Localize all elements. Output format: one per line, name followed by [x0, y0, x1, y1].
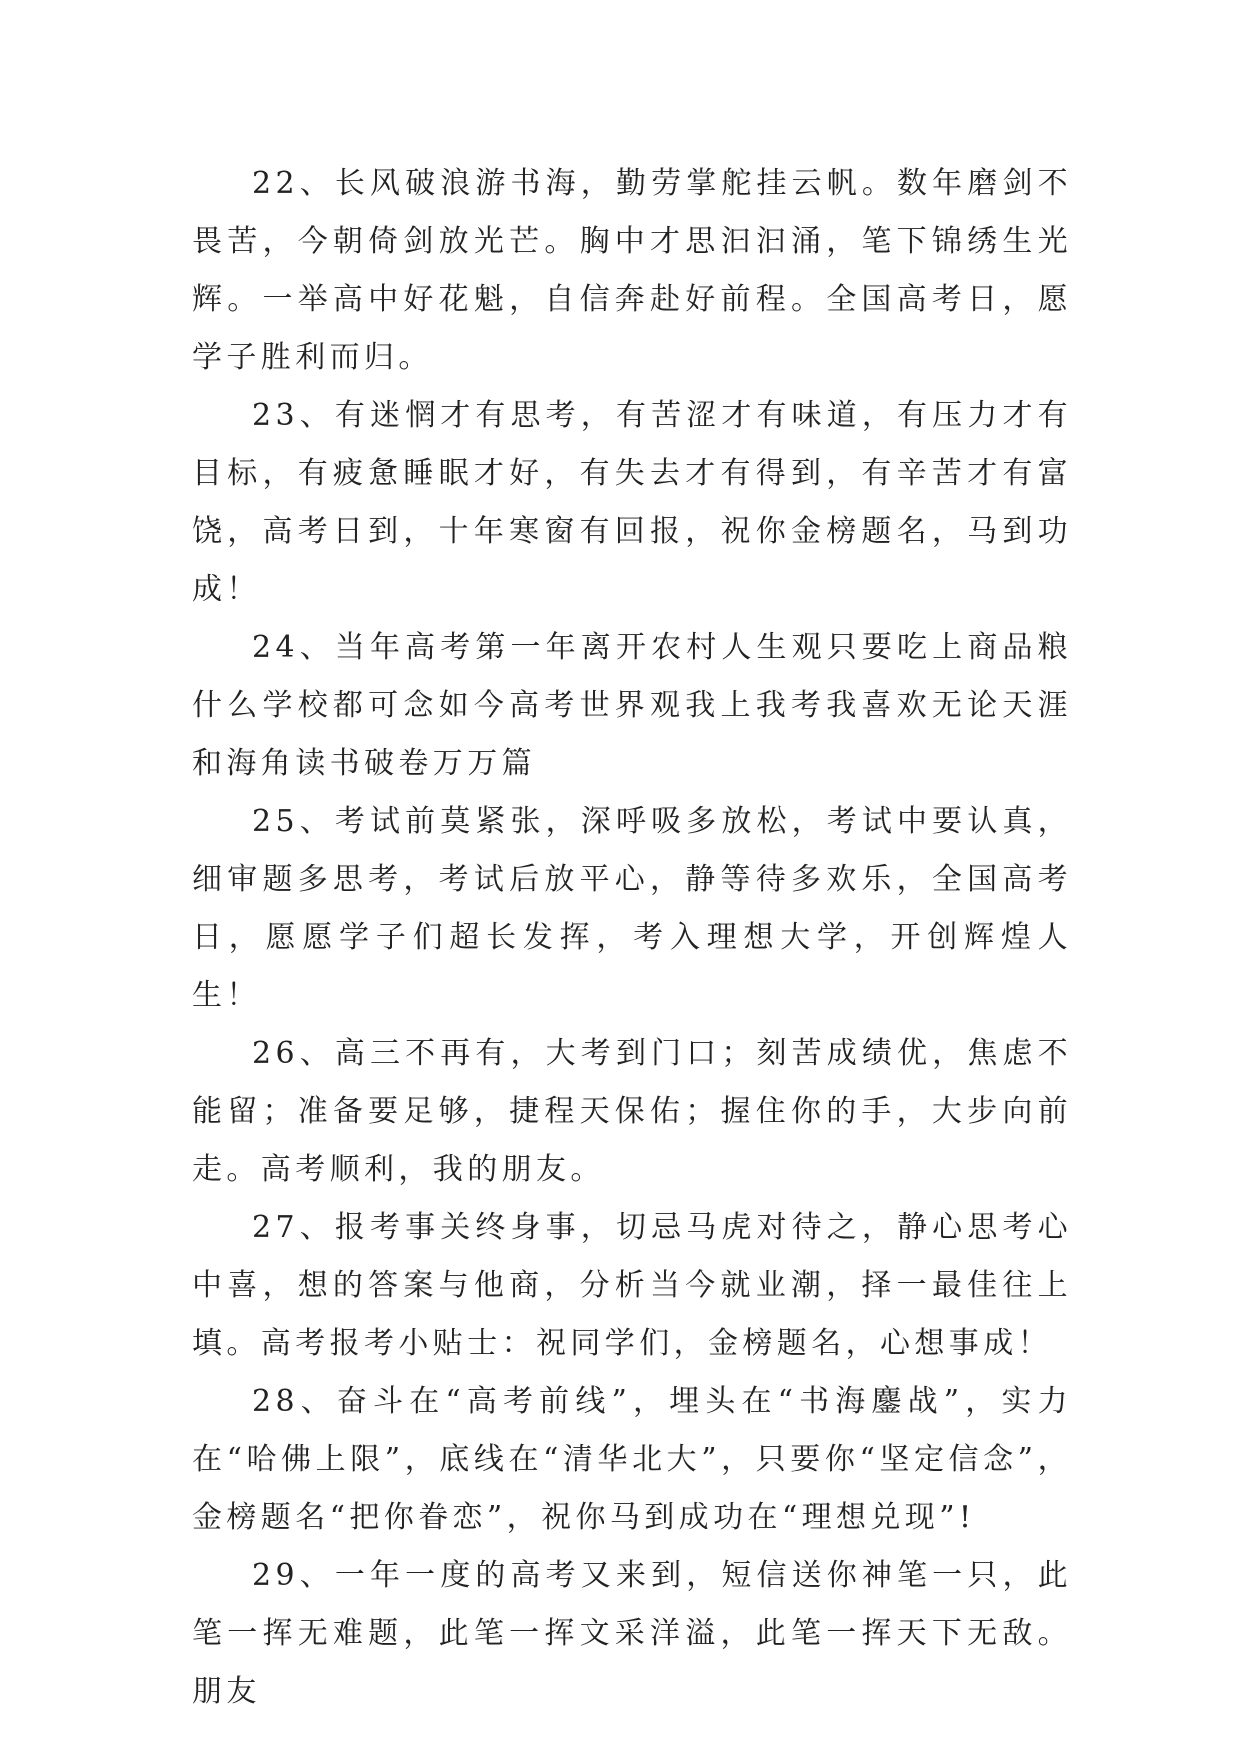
- paragraph-23: 23、有迷惘才有思考，有苦涩才有味道，有压力才有目标，有疲惫睡眠才好，有失去才有得到，有辛苦才有富饶，高考日到，十年寒窗有回报，祝你金榜题名，马到功成！: [192, 398, 1072, 607]
- paragraph-25: 25、考试前莫紧张，深呼吸多放松，考试中要认真，细审题多思考，考试后放平心，静等待多欢乐，全国高考日，愿愿学子们超长发挥，考入理想大学，开创辉煌人生！: [192, 804, 1072, 1013]
- paragraph-28: 28、奋斗在“高考前线”，埋头在“书海鏖战”，实力在“哈佛上限”，底线在“清华北大”，只要你“坚定信念”，金榜题名“把你眷恋”，祝你马到成功在“理想兑现”!: [192, 1384, 1072, 1535]
- paragraph-29: 29、一年一度的高考又来到，短信送你神笔一只，此笔一挥无难题，此笔一挥文采洋溢，此笔一挥天下无敌。朋友: [192, 1558, 1072, 1709]
- paragraph-26: 26、高三不再有，大考到门口；刻苦成绩优，焦虑不能留；准备要足够，捷程天保佑；握住你的手，大步向前走。高考顺利，我的朋友。: [192, 1036, 1072, 1187]
- paragraph-24: 24、当年高考第一年离开农村人生观只要吃上商品粮什么学校都可念如今高考世界观我上我考我喜欢无论天涯和海角读书破卷万万篇: [192, 630, 1072, 781]
- paragraph-27: 27、报考事关终身事，切忌马虎对待之，静心思考心中喜，想的答案与他商，分析当今就业潮，择一最佳往上填。高考报考小贴士：祝同学们，金榜题名，心想事成！: [192, 1210, 1072, 1361]
- document-body: [192, 155, 1072, 1721]
- paragraph-22: 22、长风破浪游书海，勤劳掌舵挂云帆。数年磨剑不畏苦，今朝倚剑放光芒。胸中才思汩汩涌，笔下锦绣生光辉。一举高中好花魁，自信奔赴好前程。全国高考日，愿学子胜利而归。: [192, 166, 1072, 375]
